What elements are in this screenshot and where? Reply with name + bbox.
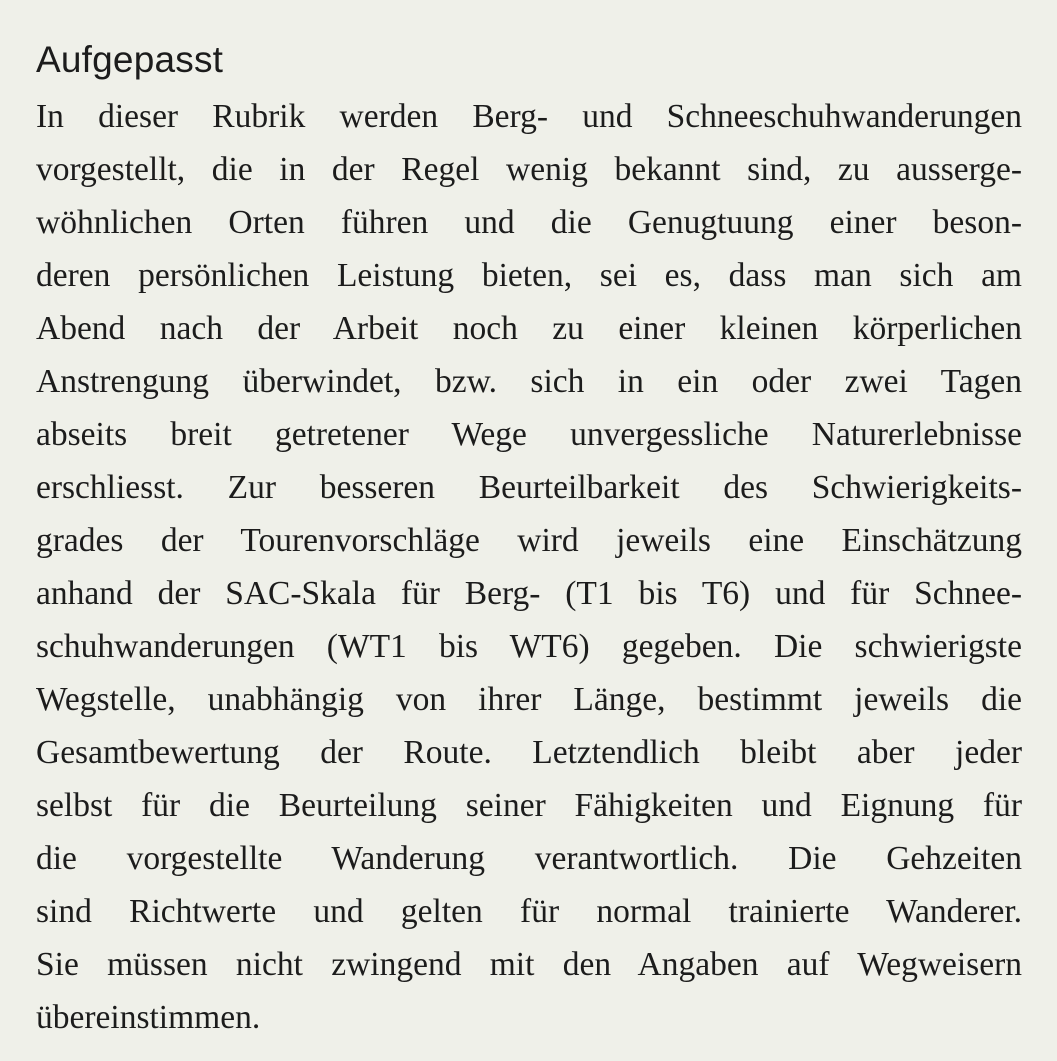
text-line: die vorgestellte Wanderung verantwortlich. Die Gehzeiten <box>36 840 1022 877</box>
text-line: anhand der SAC-Skala für Berg- (T1 bis T6) und für Schnee- <box>36 575 1022 612</box>
box-title: Aufgepasst <box>36 39 224 80</box>
text-line: Wegstelle, unabhängig von ihrer Länge, bestimmt jeweils die <box>36 681 1022 718</box>
text-line: erschliesst. Zur besseren Beurteilbarkeit des Schwierigkeits- <box>36 469 1022 506</box>
body-paragraph <box>36 90 1022 1044</box>
text-line: In dieser Rubrik werden Berg- und Schneeschuhwanderungen <box>36 98 1022 135</box>
text-line: abseits breit getretener Wege unvergessliche Naturerlebnisse <box>36 416 1022 453</box>
text-line: sind Richtwerte und gelten für normal trainierte Wanderer. <box>36 893 1022 930</box>
text-line: schuhwanderungen (WT1 bis WT6) gegeben. Die schwierigste <box>36 628 1022 665</box>
text-line: selbst für die Beurteilung seiner Fähigkeiten und Eignung für <box>36 787 1022 824</box>
text-line: wöhnlichen Orten führen und die Genugtuung einer beson- <box>36 204 1022 241</box>
text-line: Abend nach der Arbeit noch zu einer kleinen körperlichen <box>36 310 1022 347</box>
text-line: übereinstimmen. <box>36 999 261 1036</box>
info-box <box>36 38 1022 1044</box>
text-line: grades der Tourenvorschläge wird jeweils eine Einschätzung <box>36 522 1022 559</box>
text-line: vorgestellt, die in der Regel wenig bekannt sind, zu ausserge- <box>36 151 1022 188</box>
text-line: Anstrengung überwindet, bzw. sich in ein oder zwei Tagen <box>36 363 1022 400</box>
text-line: Gesamtbewertung der Route. Letztendlich bleibt aber jeder <box>36 734 1022 771</box>
text-line: Sie müssen nicht zwingend mit den Angaben auf Wegweisern <box>36 946 1022 983</box>
text-line: deren persönlichen Leistung bieten, sei es, dass man sich am <box>36 257 1022 294</box>
